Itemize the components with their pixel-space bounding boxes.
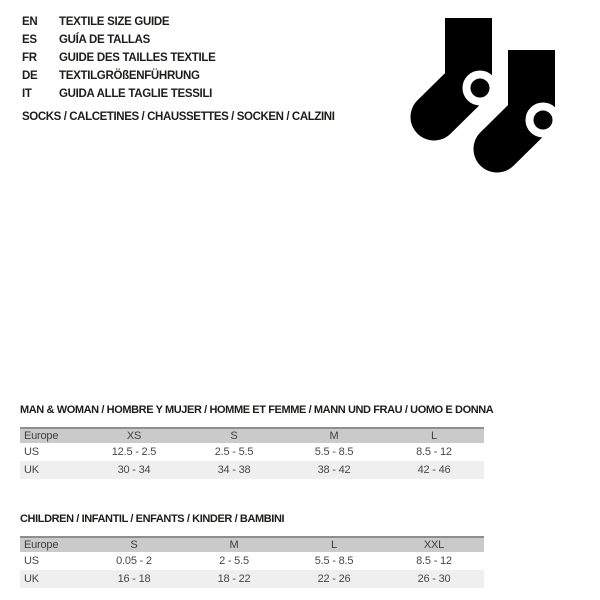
value-cell: 18 - 22 [217, 573, 251, 585]
children-header-row [20, 537, 484, 552]
sock-front [497, 50, 557, 149]
children-size-table [20, 513, 484, 588]
adult-size-table [20, 404, 494, 479]
language-row-it [22, 85, 216, 103]
language-label: TEXTILE SIZE GUIDE [59, 16, 170, 28]
language-code: EN [22, 16, 38, 28]
language-label: TEXTILGRÖßENFÜHRUNG [59, 70, 200, 82]
table-row-uk [20, 461, 484, 479]
value-cell: 5.5 - 8.5 [314, 555, 354, 567]
value-cell: 30 - 34 [117, 464, 151, 476]
column-header-size: XS [84, 428, 184, 443]
value-cell: 42 - 46 [417, 464, 451, 476]
table-row-uk [20, 570, 484, 588]
value-cell: 16 - 18 [117, 573, 151, 585]
table-row-us [20, 552, 484, 570]
language-label: GUIDE DES TAILLES TEXTILE [59, 52, 216, 64]
language-list [22, 13, 216, 103]
value-cell: 2 - 5.5 [219, 555, 249, 567]
adult-table-title: MAN & WOMAN / HOMBRE Y MUJER / HOMME ET FEMME / MANN UND FRAU / UOMO E DONNA [20, 404, 494, 416]
adult-table [20, 427, 484, 479]
region-cell: US [24, 555, 39, 567]
value-cell: 8.5 - 12 [416, 446, 452, 458]
column-header-size: S [84, 537, 184, 552]
language-row-fr [22, 49, 216, 67]
language-label: GUÍA DE TALLAS [59, 34, 150, 46]
column-header-size: M [284, 428, 384, 443]
adult-header-row [20, 428, 484, 443]
language-row-es [22, 31, 216, 49]
sock-back [434, 18, 494, 117]
language-code: FR [22, 52, 37, 64]
value-cell: 38 - 42 [317, 464, 351, 476]
column-header-europe: Europe [20, 537, 84, 552]
region-cell: US [24, 446, 39, 458]
column-header-size: L [284, 537, 384, 552]
region-cell: UK [24, 464, 39, 476]
children-table-title: CHILDREN / INFANTIL / ENFANTS / KINDER / BAMBINI [20, 513, 285, 525]
children-table [20, 536, 484, 588]
value-cell: 22 - 26 [317, 573, 351, 585]
value-cell: 0.05 - 2 [116, 555, 152, 567]
column-header-size: XXL [384, 537, 484, 552]
column-header-size: L [384, 428, 484, 443]
column-header-size: S [184, 428, 284, 443]
value-cell: 34 - 38 [217, 464, 251, 476]
table-row-us [20, 443, 484, 461]
language-label: GUIDA ALLE TAGLIE TESSILI [59, 88, 213, 100]
product-title: SOCKS / CALCETINES / CHAUSSETTES / SOCKEN / CALZINI [22, 111, 335, 123]
value-cell: 26 - 30 [417, 573, 451, 585]
column-header-size: M [184, 537, 284, 552]
value-cell: 2.5 - 5.5 [214, 446, 254, 458]
language-code: DE [22, 70, 38, 82]
language-row-en [22, 13, 216, 31]
value-cell: 8.5 - 12 [416, 555, 452, 567]
region-cell: UK [24, 573, 39, 585]
value-cell: 12.5 - 2.5 [111, 446, 157, 458]
language-code: IT [22, 88, 32, 100]
language-row-de [22, 67, 216, 85]
value-cell: 5.5 - 8.5 [314, 446, 354, 458]
column-header-europe: Europe [20, 428, 84, 443]
socks-icon [405, 10, 580, 185]
language-code: ES [22, 34, 37, 46]
